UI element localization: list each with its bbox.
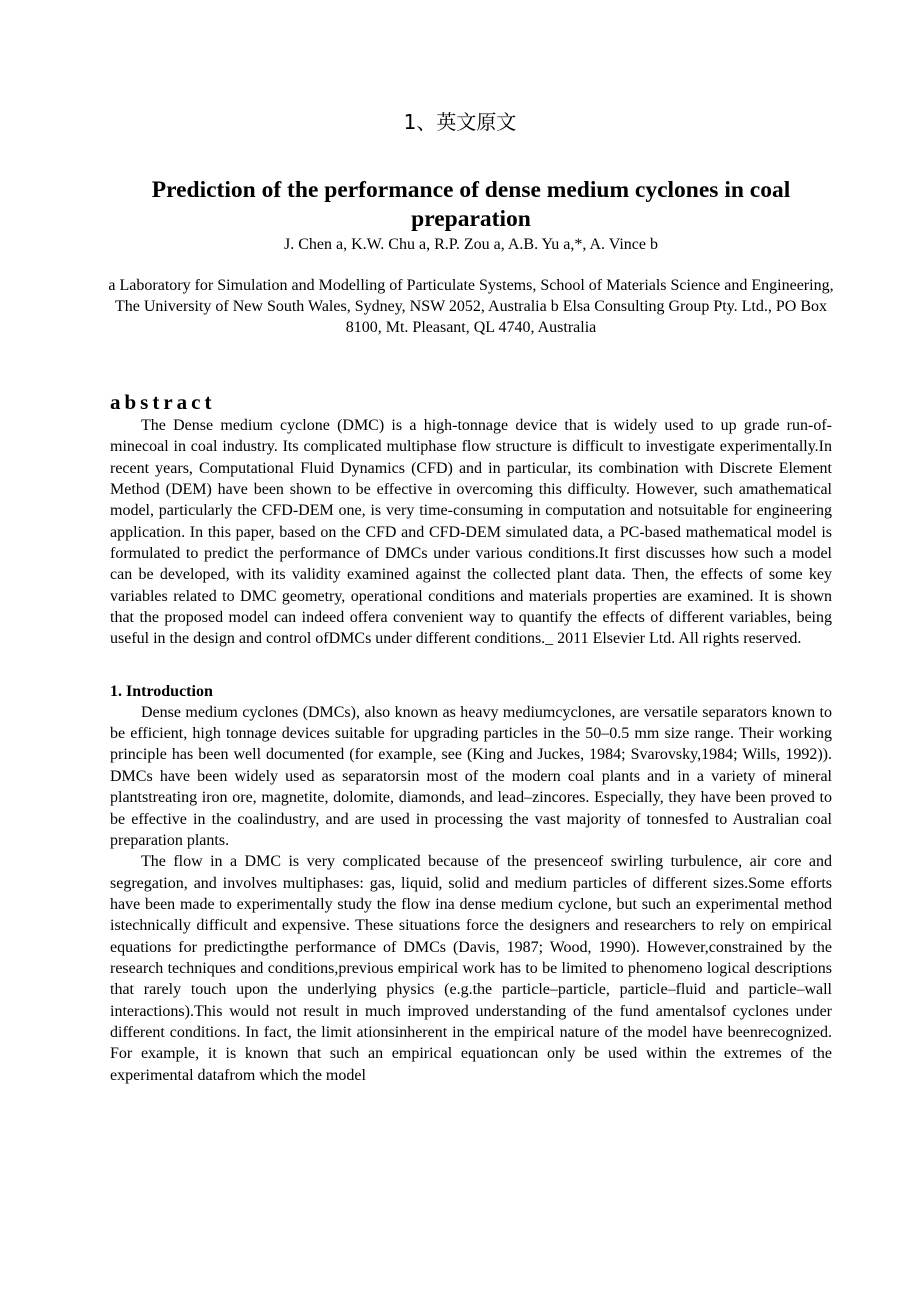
paper-title: Prediction of the performance of dense medium cyclones in coal preparation bbox=[151, 177, 791, 232]
introduction-heading: 1. Introduction bbox=[110, 682, 213, 700]
paper-body bbox=[110, 389, 832, 1086]
abstract-heading: abstract bbox=[110, 390, 216, 414]
author-affiliation: a Laboratory for Simulation and Modelling of Particulate Systems, School of Materials Science and Engineering, The University of New South Wales, Sydney, NSW 2052, Australia b Elsa Consulting Group Pty. Ltd., PO Box 8100, Mt. Pleasant, QL 4740, Australia bbox=[108, 277, 834, 336]
introduction-paragraph-2: The flow in a DMC is very complicated because of the presenceof swirling turbulence, air core and segregation, and involves multiphases: gas, liquid, solid and medium particles of different sizes.Some efforts have been made to experimentally study the flow ina dense medium cyclone, but such an experimental method istechnically difficult and expensive. These situations force the designers and researchers to rely on empirical equations for predictingthe performance of DMCs (Davis, 1987; Wood, 1990). However,constrained by the research techniques and conditions,previous empirical work has to be limited to phenomeno logical descriptions that rarely touch upon the underlying physics (e.g.the particle–particle, particle–fluid and particle–wall interactions).This would not result in much improved understanding of the fund amentalsof cyclones under different conditions. In fact, the limit ationsinherent in the empirical nature of the model have beenrecognized. For example, it is known that such an empirical equationcan only be used within the extremes of the experimental datafrom which the model bbox=[110, 853, 832, 1084]
introduction-paragraph-1: Dense medium cyclones (DMCs), also known as heavy mediumcyclones, are versatile separators known to be efficient, high tonnage devices suitable for upgrading particles in the 50–0.5 mm size range. Their working principle has been well documented (for example, see (King and Juckes, 1984; Svarovsky,1984; Wills, 1992)). DMCs have been widely used as separatorsin most of the modern coal plants and in a variety of mineral plantstreating iron ore, magnetite, dolomite, diamonds, and lead–zincores. Especially, they have been proved to be effective in the coalindustry, and are used in processing the vast majority of tonnesfed to Australian coal preparation plants. bbox=[110, 703, 832, 849]
author-list: J. Chen a, K.W. Chu a, R.P. Zou a, A.B. Yu a,*, A. Vince b bbox=[284, 236, 658, 253]
abstract-text: The Dense medium cyclone (DMC) is a high-tonnage device that is widely used to up grade run-of-minecoal in coal industry. Its complicated multiphase flow structure is difficult to investigate experimentally.In recent years, Computational Fluid Dynamics (CFD) and in particular, its combination with Discrete Element Method (DEM) have been shown to be effective in overcoming this difficulty. However, such amathematical model, particularly the CFD-DEM one, is very time-consuming in computation and notsuitable for engineering application. In this paper, based on the CFD and CFD-DEM simulated data, a PC-based mathematical model is formulated to predict the performance of DMCs under various conditions.It first discusses how such a model can be developed, with its validity examined against the collected plant data. Then, the effects of some key variables related to DMC geometry, operational conditions and materials properties are examined. It is shown that the proposed model can indeed offera convenient way to quantify the effects of different variables, being useful in the design and control ofDMCs under different conditions._ 2011 Elsevier Ltd. All rights reserved. bbox=[110, 417, 832, 648]
section-heading: 1、英文原文 bbox=[403, 110, 517, 134]
